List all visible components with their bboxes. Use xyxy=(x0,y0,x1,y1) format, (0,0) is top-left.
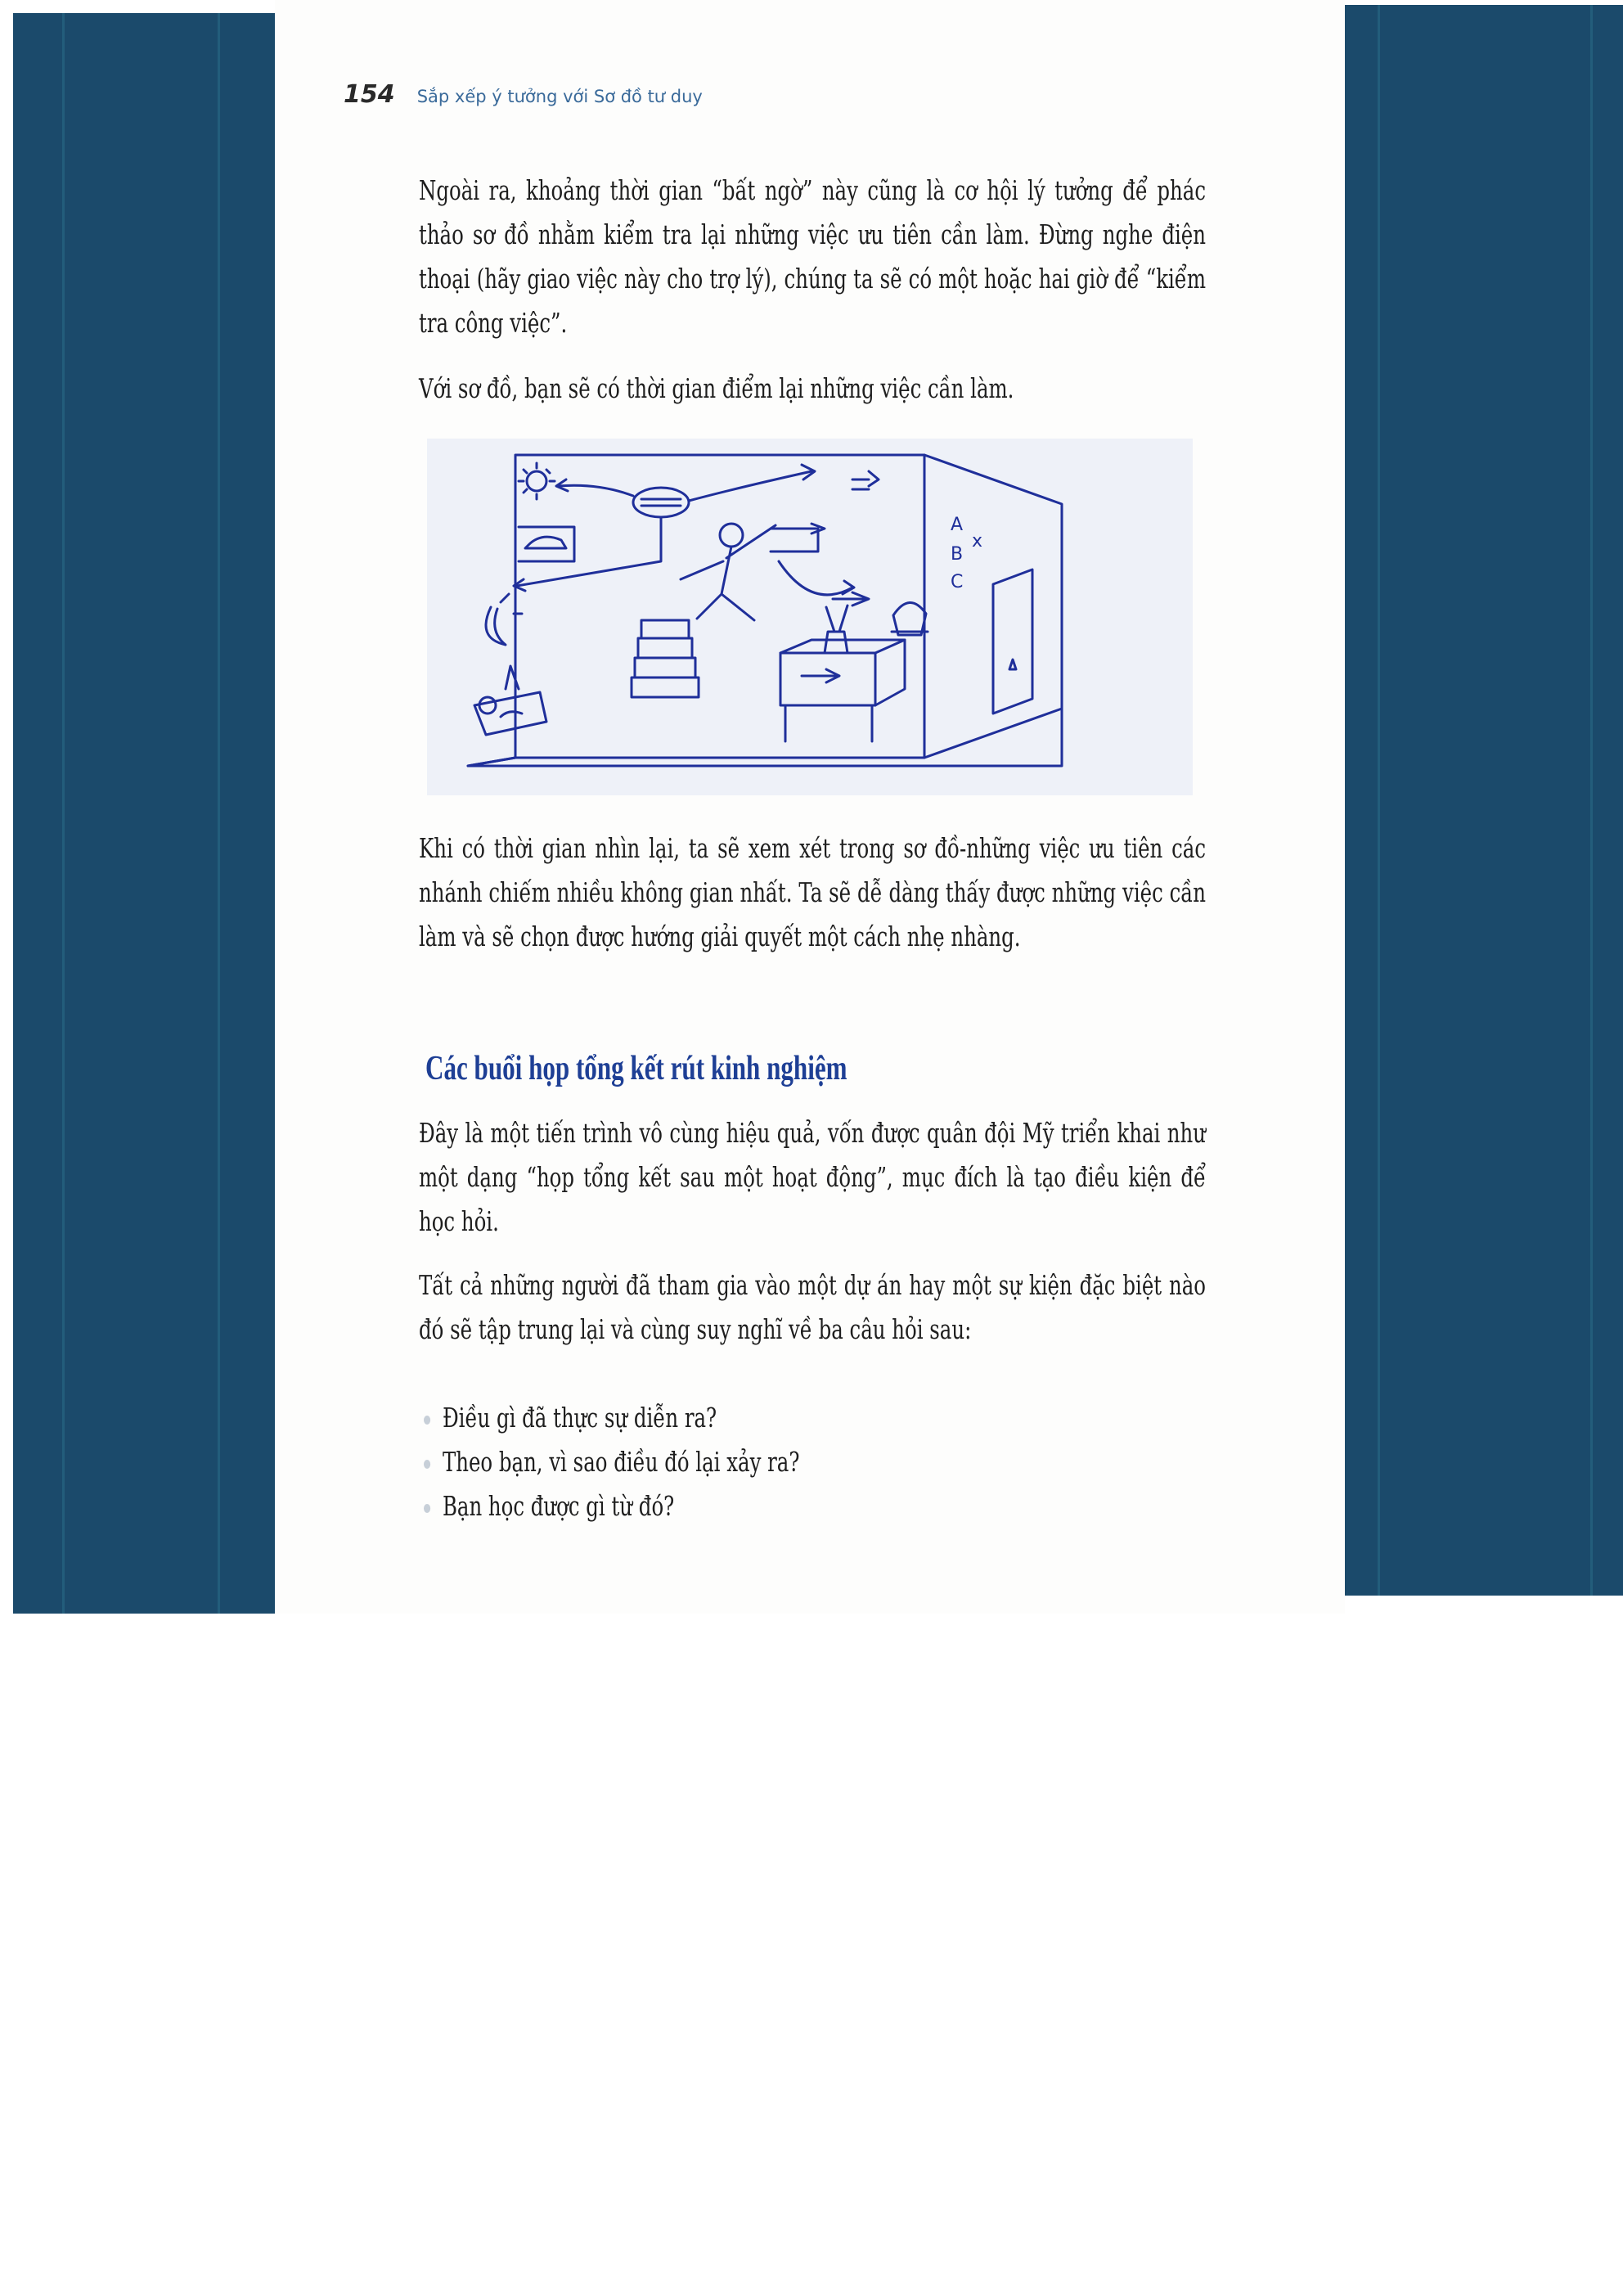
question-list xyxy=(424,1396,932,1528)
paragraph-1: Ngoài ra, khoảng thời gian “bất ngờ” này cũng là cơ hội lý tưởng để phác thảo sơ đồ nhằm kiểm tra lại những việc ưu tiên cần làm. Đừng nghe điện thoại (hãy giao việc này cho trợ lý), chúng ta sẽ có một hoặc hai giờ để “kiểm tra công việc”. xyxy=(419,174,1206,339)
wall-letter-b: B xyxy=(951,544,964,565)
section-heading: Các buổi họp tổng kết rút kinh nghiệm xyxy=(425,1050,847,1087)
scan-margin-right xyxy=(1345,5,1623,1596)
room-sketch xyxy=(427,439,1193,795)
wall-letter-c: C xyxy=(951,572,964,592)
wall-letter-x: x xyxy=(972,531,983,551)
scan-margin-left xyxy=(13,13,275,1614)
wall-letter-a: A xyxy=(951,515,964,535)
page-header xyxy=(344,80,703,113)
list-item: Bạn học được gì từ đó? xyxy=(424,1484,799,1528)
paragraph-5: Tất cả những người đã tham gia vào một dự án hay một sự kiện đặc biệt nào đó sẽ tập trung lại và cùng suy nghĩ về ba câu hỏi sau: xyxy=(419,1269,1206,1345)
mind-map-illustration xyxy=(427,439,1193,795)
book-page xyxy=(275,0,1345,1614)
page-number: 154 xyxy=(344,80,395,109)
running-title: Sắp xếp ý tưởng với Sơ đồ tư duy xyxy=(416,87,703,106)
bullet-icon xyxy=(424,1504,430,1513)
bullet-icon xyxy=(424,1416,430,1425)
paragraph-3: Khi có thời gian nhìn lại, ta sẽ xem xét trong sơ đồ-những việc ưu tiên các nhánh chiếm nhiều không gian nhất. Ta sẽ dễ dàng thấy được những việc cần làm và sẽ chọn được hướng giải quyết một cách nhẹ nhàng. xyxy=(419,832,1206,952)
paragraph-2: Với sơ đồ, bạn sẽ có thời gian điểm lại những việc cần làm. xyxy=(419,372,1014,404)
bullet-icon xyxy=(424,1460,430,1469)
paragraph-4: Đây là một tiến trình vô cùng hiệu quả, vốn được quân đội Mỹ triển khai như một dạng “họp tổng kết sau một hoạt động”, mục đích là tạo điều kiện để học hỏi. xyxy=(419,1117,1206,1237)
list-item: Theo bạn, vì sao điều đó lại xảy ra? xyxy=(424,1440,799,1484)
list-item: Điều gì đã thực sự diễn ra? xyxy=(424,1396,799,1440)
